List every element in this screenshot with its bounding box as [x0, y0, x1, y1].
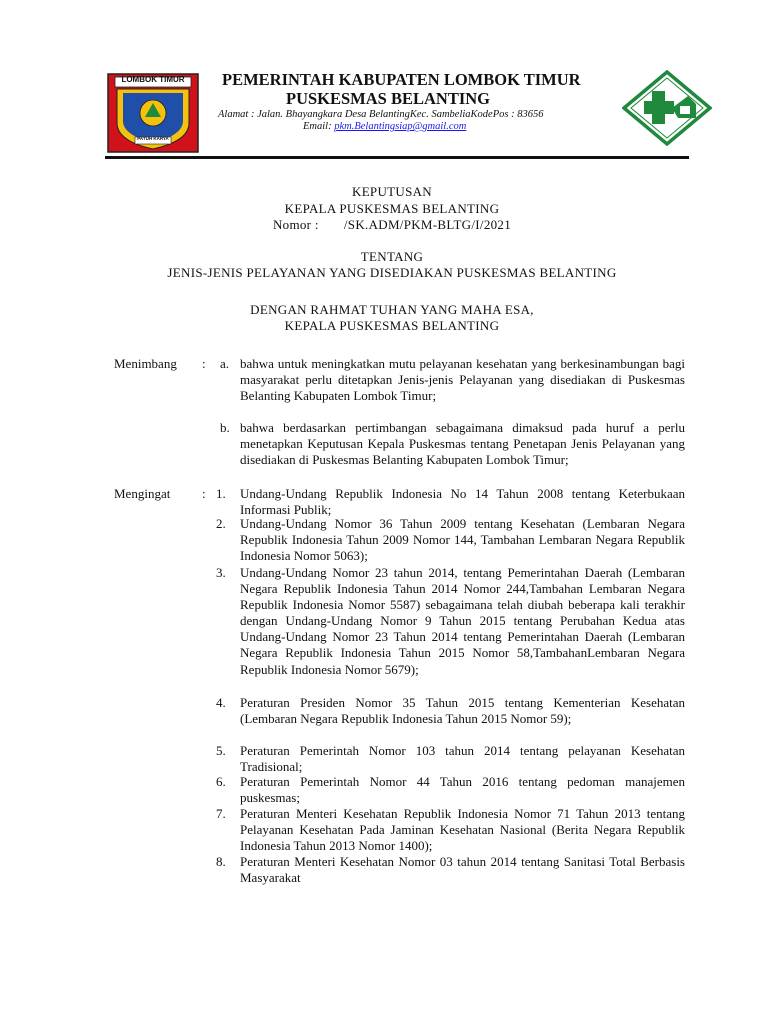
letterhead-title: PEMERINTAH KABUPATEN LOMBOK TIMUR [222, 70, 581, 89]
menimbang-mark: b. [220, 420, 230, 435]
mengingat-mark: 2. [216, 516, 226, 531]
mengingat-mark: 4. [216, 695, 226, 710]
menimbang-colon: : [202, 356, 206, 371]
logo-left-text-top: LOMBOK TIMUR [121, 75, 185, 84]
number-value: /SK.ADM/PKM-BLTG/I/2021 [343, 217, 512, 232]
mengingat-mark: 1. [216, 486, 226, 501]
puskesmas-logo [622, 70, 712, 146]
mengingat-item: Peraturan Menteri Kesehatan Republik Indonesia Nomor 71 Tahun 2013 tentang Pelayanan Kesehatan Pada Jaminan Kesehatan Nasional (Berita Negara Republik Indonesia Tahun 2013 Nomor 1400); [240, 806, 685, 854]
mengingat-mark: 6. [216, 774, 226, 789]
menimbang-label: Menimbang [114, 356, 177, 371]
mengingat-colon: : [202, 486, 206, 501]
mengingat-item: Peraturan Pemerintah Nomor 103 tahun 2014 tentang pelayanan Kesehatan Tradisional; [240, 743, 685, 775]
number-label: Nomor : [272, 217, 319, 232]
about-heading: TENTANG [360, 249, 424, 264]
menimbang-item: bahwa untuk meningkatkan mutu pelayanan kesehatan yang berkesinambungan bagi masyarakat perlu ditetapkan Jenis-jenis Pelayanan yang disediakan di Puskesmas Belanting Kabupaten Lombok Timur; [240, 356, 685, 404]
mengingat-item: Undang-Undang Nomor 36 Tahun 2009 tentang Kesehatan (Lembaran Negara Republik Indonesia Tahun 2009 Nomor 144, Tambahan Lembaran Negara Republik Indonesia Nomor 5063); [240, 516, 685, 564]
mengingat-mark: 7. [216, 806, 226, 821]
letterhead-email [303, 121, 466, 132]
letterhead-divider [105, 156, 689, 159]
mengingat-item: Peraturan Menteri Kesehatan Nomor 03 tahun 2014 tentang Sanitasi Total Berbasis Masyarakat [240, 854, 685, 886]
logo-left-text-bottom: PATUH KARYA [137, 136, 169, 141]
mengingat-mark: 3. [216, 565, 226, 580]
letterhead-address: Alamat : Jalan. Bhayangkara Desa BelantingKec. SambeliaKodePos : 83656 [218, 109, 544, 120]
mengingat-item: Peraturan Presiden Nomor 35 Tahun 2015 tentang Kementerian Kesehatan (Lembaran Negara Republik Indonesia Tahun 2015 Nomor 59); [240, 695, 685, 727]
letterhead-subtitle: PUSKESMAS BELANTING [286, 89, 491, 108]
mengingat-mark: 5. [216, 743, 226, 758]
mengingat-label: Mengingat [114, 486, 171, 501]
email-link[interactable]: pkm.Belantingsiap@gmail.com [334, 121, 467, 132]
email-label: Email: [303, 121, 332, 132]
menimbang-mark: a. [220, 356, 230, 371]
menimbang-item: bahwa berdasarkan pertimbangan sebagaimana dimaksud pada huruf a perlu menetapkan Keputusan Kepala Puskesmas tentang Penetapan Jenis Pelayanan yang disediakan di Puskesmas Belanting Kabupaten Lombok Timur; [240, 420, 685, 468]
blessing-issuer: KEPALA PUSKESMAS BELANTING [284, 318, 500, 333]
issuer-title: KEPALA PUSKESMAS BELANTING [284, 201, 500, 216]
blessing-line: DENGAN RAHMAT TUHAN YANG MAHA ESA, [250, 302, 534, 317]
subject-heading: JENIS-JENIS PELAYANAN YANG DISEDIAKAN PUSKESMAS BELANTING [167, 265, 617, 280]
mengingat-mark: 8. [216, 854, 226, 869]
lombok-timur-logo [107, 73, 199, 153]
document-number [0, 217, 768, 233]
mengingat-item: Undang-Undang Republik Indonesia No 14 Tahun 2008 tentang Keterbukaan Informasi Publik; [240, 486, 685, 518]
decision-title: KEPUTUSAN [352, 184, 432, 199]
mengingat-item: Undang-Undang Nomor 23 tahun 2014, tentang Pemerintahan Daerah (Lembaran Negara Republik Indonesia Tahun 2014 Nomor 244,Tambahan Lembaran Negara Republik Indonesia Nomor 5587) sebagaimana telah diubah beberapa kali terakhir dengan Undang-Undang Nomor 9 Tahun 2015 tentang Perubahan Kedua atas Undang-Undang Nomor 23 Tahun 2014 tentang Pemerintahan Daerah (Lembaran Negara Republik Indonesia Tahun 2015 Nomor 58,TambahanLembaran Negara Republik Indonesia Nomor 5679); [240, 565, 685, 677]
mengingat-item: Peraturan Pemerintah Nomor 44 Tahun 2016 tentang pedoman manajemen puskesmas; [240, 774, 685, 806]
